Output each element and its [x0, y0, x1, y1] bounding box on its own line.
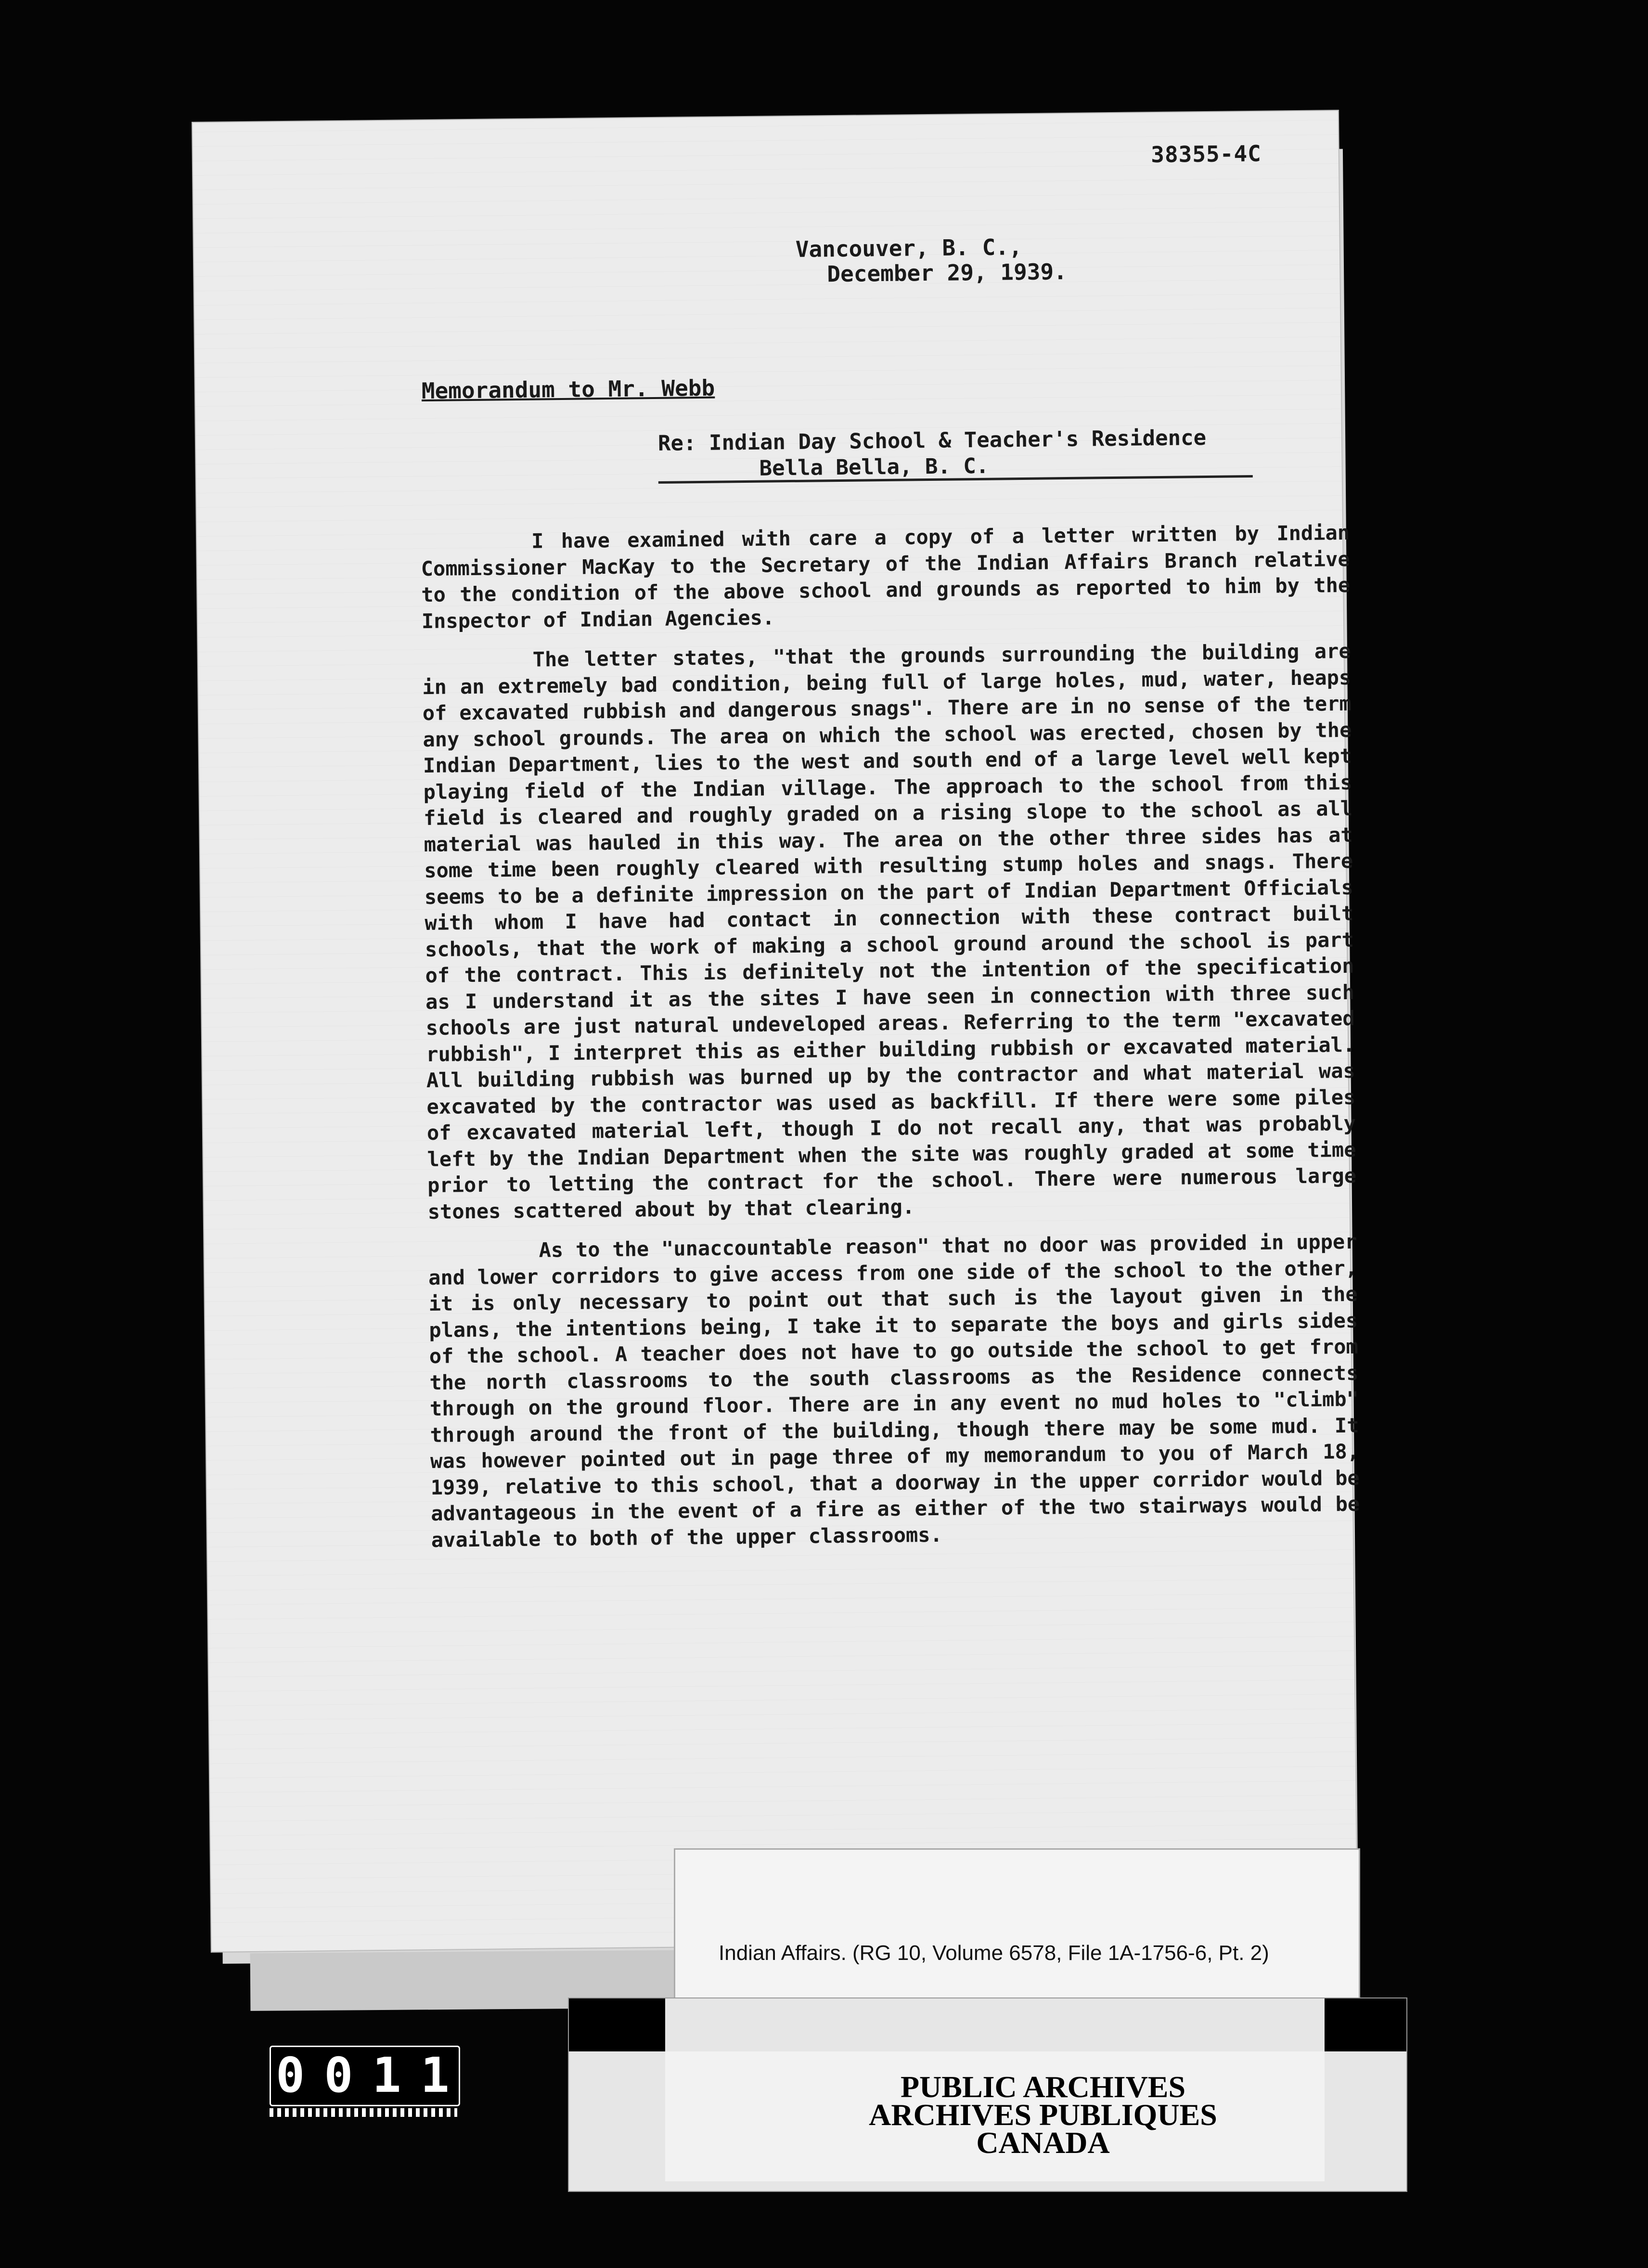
memo-page-content: [193, 111, 1360, 1952]
card-cutout-right: [1325, 1998, 1406, 2051]
subject-text-1: Indian Day School & Teacher's Residence: [708, 425, 1207, 455]
memo-page: [193, 111, 1360, 1952]
archive-reference-text: Indian Affairs. (RG 10, Volume 6578, File 1A-1756-6, Pt. 2): [719, 1941, 1269, 1965]
file-number: 38355-4C: [1150, 140, 1262, 168]
paragraph: The letter states, "that the grounds surrounding the building are in an extremely bad condition, being full of large holes, mud, water, heaps of excavated rubbish and dangerous snags". There are in no sense of the term any school grounds. The area on which the school was erected, chosen by the Indian Department, lies to the west and south end of a large level well kept playing field of the Indian village. The approach to the school from this field is cleared and roughly graded on a rising slope to the school as all material was hauled in this way. The area on the other three sides has at some time been roughly cleared with resulting stump holes and snags. There seems to be a definite impression on the part of Indian Department Officials with whom I have had contact in connection with these contract built schools, that the work of making a school ground around the school is part of the contract. This is definitely not the intention of the specification as I understand it as the sites I have seen in connection with three such schools are just natural undeveloped areas. Referring to the term "excavated rubbish", I interpret this as either building rubbish or excavated material. All building rubbish was burned up by the contractor and what material was excavated by the contractor was used as backfill. If there were some piles of excavated material left, though I do not recall any, that was probably left by the Indian Department when the site was roughly graded at some time prior to letting the contract for the school. There were numerous large stones scattered about by that clearing.: [422, 639, 1357, 1224]
paragraph: As to the "unaccountable reason" that no door was provided in upper and lower corridors to give access from one side of the school to the other, it is only necessary to point out that such is the layout given in the plans, the intentions being, I take it to separate the boys and girls sides of the school. A teacher does not have to go outside the school to get from the north classrooms to the south classrooms as the Residence connects through on the ground floor. There are in any event no mud holes to "climb" through around the front of the building, though there may be some mud. It was however pointed out in page three of my memorandum to you of March 18, 1939, relative to this school, that a doorway in the upper corridor would be advantageous in the event of a fire as either of the two stairways would be available to both of the upper classrooms.: [428, 1229, 1360, 1552]
film-sprocket-strip: [270, 2108, 457, 2117]
archives-card-face: [665, 2051, 1325, 2181]
public-archives-card: [568, 1997, 1407, 2192]
archives-line-1: PUBLIC ARCHIVES: [900, 2070, 1186, 2104]
subject-block: [658, 425, 1265, 483]
dateline-city: Vancouver, B. C.,: [795, 233, 1022, 262]
frame-counter-value: 0011: [276, 2047, 469, 2103]
paragraph: I have examined with care a copy of a letter written by Indian Commissioner MacKay to the Secretary of the Indian Affairs Branch relative to the condition of the above school and grounds as reported to him by the Inspector of Indian Agencies.: [421, 520, 1351, 633]
subject-label: Re:: [657, 431, 696, 456]
frame-counter: [270, 2046, 469, 2106]
archives-line-3: CANADA: [976, 2126, 1110, 2160]
subject-line-2: Bella Bella, B. C.: [759, 453, 989, 481]
dateline: [796, 234, 1068, 287]
archives-line-2: ARCHIVES PUBLIQUES: [869, 2098, 1217, 2132]
memo-heading: Memorandum to Mr. Webb: [421, 374, 715, 404]
memo-body: [421, 520, 1360, 1567]
dateline-date: December 29, 1939.: [827, 258, 1068, 287]
card-cutout-left: [569, 1998, 665, 2051]
archives-title: [790, 2051, 1296, 2160]
